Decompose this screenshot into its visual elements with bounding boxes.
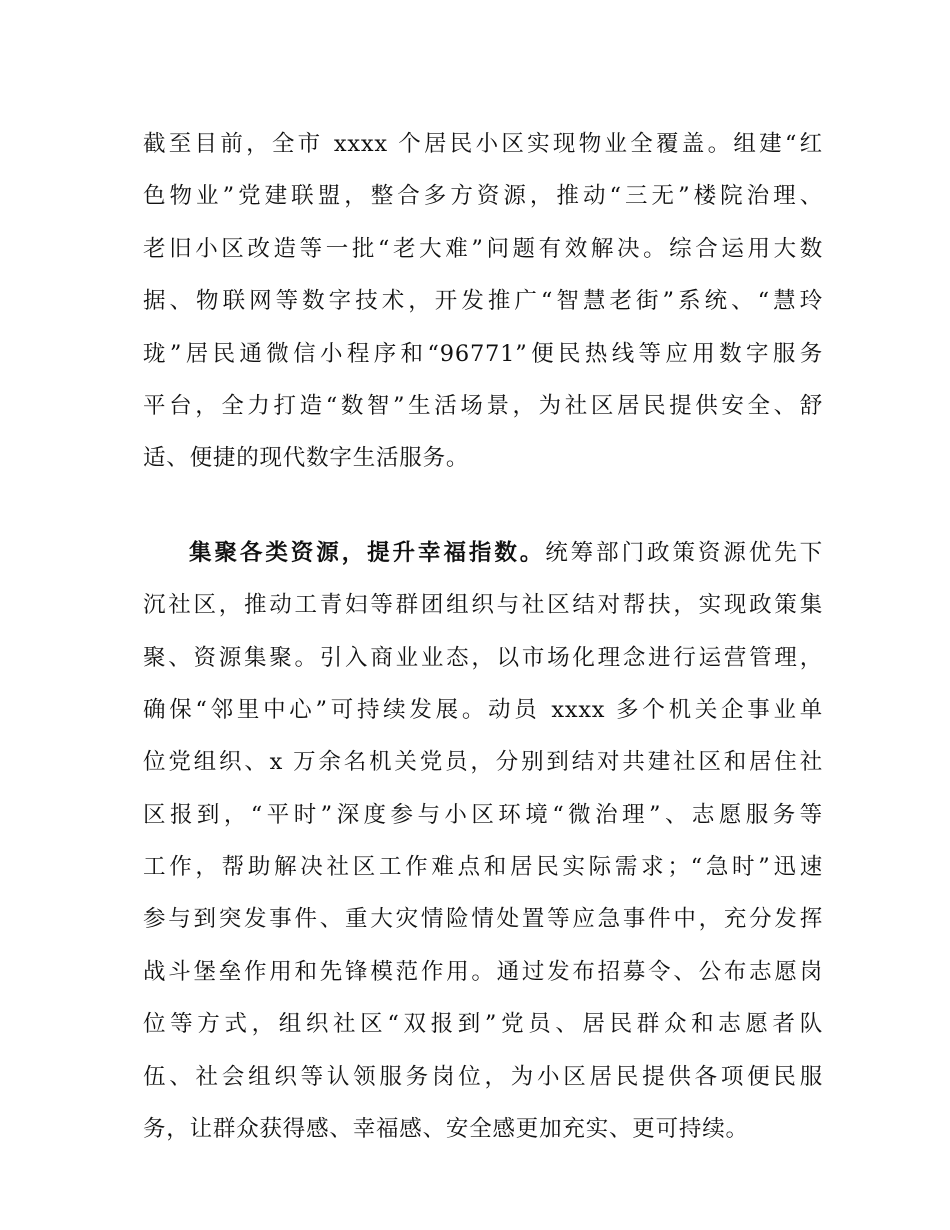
paragraph-spacer (143, 485, 823, 527)
text-line: 位党组织、x 万余名机关党员，分别到结对共建社区和居住社 (143, 749, 823, 776)
first-line (143, 527, 823, 579)
paragraph-1 (143, 118, 823, 485)
text-line: 区报到，“平时”深度参与小区环境“微治理”、志愿服务等 (143, 801, 823, 828)
text-line: 工作，帮助解决社区工作难点和居民实际需求；“急时”迅速 (143, 854, 823, 881)
text-line: 适、便捷的现代数字生活服务。 (143, 445, 470, 472)
document-body (143, 118, 823, 1155)
paragraph-2 (143, 527, 823, 1156)
text-line: 确保“邻里中心”可持续发展。动员 xxxx 多个机关企事业单 (143, 696, 823, 723)
first-line-text: 统筹部门政策资源优先下 (545, 539, 823, 566)
text-line: 平台，全力打造“数智”生活场景，为社区居民提供安全、舒 (143, 392, 823, 419)
text-line: 伍、社会组织等认领服务岗位，为小区居民提供各项便民服 (143, 1063, 823, 1090)
text-line: 参与到突发事件、重大灾情险情处置等应急事件中，充分发挥 (143, 906, 823, 933)
text-line: 聚、资源集聚。引入商业业态，以市场化理念进行运营管理， (143, 644, 823, 671)
text-line: 战斗堡垒作用和先锋模范作用。通过发布招募令、公布志愿岗 (143, 958, 823, 985)
text-line: 沉社区，推动工青妇等群团组织与社区结对帮扶，实现政策集 (143, 592, 823, 619)
text-line: 色物业”党建联盟，整合多方资源，推动“三无”楼院治理、 (143, 183, 823, 210)
text-line: 老旧小区改造等一批“老大难”问题有效解决。综合运用大数 (143, 235, 823, 262)
text-line: 务，让群众获得感、幸福感、安全感更加充实、更可持续。 (143, 1116, 749, 1143)
paragraph-heading: 集聚各类资源，提升幸福指数。 (189, 539, 546, 566)
text-line: 位等方式，组织社区“双报到”党员、居民群众和志愿者队 (143, 1011, 823, 1038)
text-line: 珑”居民通微信小程序和“96771”便民热线等应用数字服务 (143, 340, 823, 367)
text-line: 截至目前，全市 xxxx 个居民小区实现物业全覆盖。组建“红 (143, 131, 823, 157)
text-line: 据、物联网等数字技术，开发推广“智慧老街”系统、“慧玲 (143, 288, 823, 315)
